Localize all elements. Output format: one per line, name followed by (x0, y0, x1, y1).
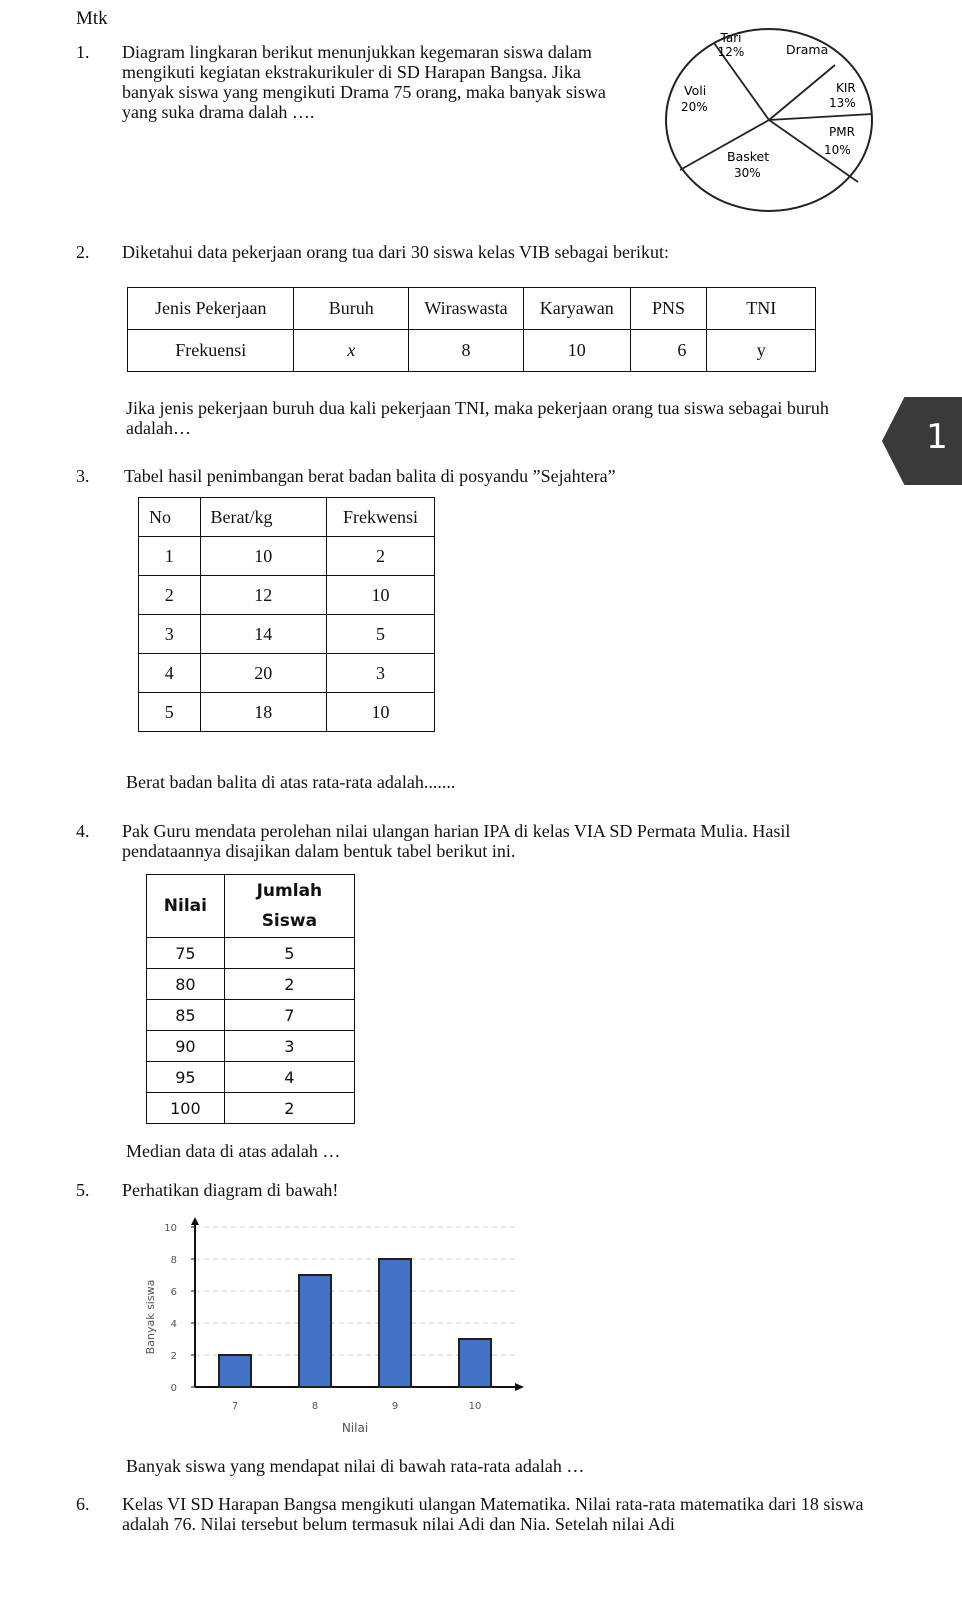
table-cell: 80 (147, 969, 225, 1000)
bar (219, 1355, 251, 1387)
pie-label-drama: Drama (786, 42, 829, 57)
weight-table (138, 497, 435, 732)
occupation-table (127, 287, 816, 372)
pie-value-pmr: 10% (824, 143, 851, 157)
question-number: 6. (76, 1494, 90, 1514)
table-header-cell: Frekwensi (327, 498, 435, 537)
question-4-prompt: Median data di atas adalah … (126, 1141, 341, 1161)
question-text: Diketahui data pekerjaan orang tua dari 30 siswa kelas VIB sebagai berikut: (122, 242, 669, 262)
table-cell: 18 (200, 693, 327, 732)
table-cell: 10 (523, 330, 630, 372)
table-row (139, 654, 435, 693)
table-cell: 3 (327, 654, 435, 693)
question-text: Kelas VI SD Harapan Bangsa mengikuti ulangan Matematika. Nilai rata-rata matematika dari 18 siswa adalah 76. Nilai tersebut belum termasuk nilai Adi dan Nia. Setelah nilai Adi (122, 1494, 864, 1534)
page-number-badge (882, 397, 962, 485)
table-header-cell: Wiraswasta (409, 288, 524, 330)
table-cell: y (707, 330, 816, 372)
table-row (147, 938, 355, 969)
question-6 (76, 1494, 896, 1534)
table-header-row (147, 875, 355, 938)
table-header-cell: Berat/kg (200, 498, 327, 537)
question-2 (76, 242, 876, 262)
y-tick-label: 0 (170, 1383, 177, 1394)
y-axis-arrow (191, 1217, 199, 1225)
question-text: Diagram lingkaran berikut menunjukkan kegemaran siswa dalam mengikuti kegiatan ekstrakurikuler di SD Harapan Bangsa. Jika banyak siswa yang mengikuti Drama 75 orang, maka banyak siswa yang suka drama dalah …. (122, 42, 606, 122)
question-number: 4. (76, 821, 90, 841)
table-cell: 2 (224, 969, 354, 1000)
question-text: Pak Guru mendata perolehan nilai ulangan harian IPA di kelas VIA SD Permata Mulia. Hasil pendataannya disajikan dalam bentuk tabel berikut ini. (122, 821, 791, 861)
x-tick-label: 7 (231, 1401, 239, 1412)
question-1 (76, 42, 616, 122)
pie-label-kir: KIR (836, 81, 856, 95)
score-table (146, 874, 355, 1124)
pie-label-voli: Voli (684, 83, 707, 98)
pie-label-basket: Basket (727, 149, 770, 164)
table-cell: Frekuensi (128, 330, 294, 372)
table-cell: 3 (224, 1031, 354, 1062)
table-cell: 8 (409, 330, 524, 372)
pie-value-tari: 12% (717, 45, 745, 59)
table-cell: 1 (139, 537, 201, 576)
table-cell: 6 (630, 330, 707, 372)
question-5 (76, 1180, 876, 1200)
table-header-cell: Jenis Pekerjaan (128, 288, 294, 330)
table-header-cell: Jumlah Siswa (224, 875, 354, 938)
table-cell: 10 (200, 537, 327, 576)
y-tick-label: 4 (170, 1319, 177, 1330)
table-cell: x (294, 330, 409, 372)
table-cell: 5 (327, 615, 435, 654)
table-header-row (128, 288, 816, 330)
table-cell: 10 (327, 693, 435, 732)
table-row (147, 1031, 355, 1062)
table-cell: 4 (139, 654, 201, 693)
table-row (139, 693, 435, 732)
question-number: 3. (76, 466, 90, 486)
table-cell: 85 (147, 1000, 225, 1031)
table-header-row (139, 498, 435, 537)
table-cell: 4 (224, 1062, 354, 1093)
table-cell: 90 (147, 1031, 225, 1062)
table-cell: 75 (147, 938, 225, 969)
table-cell: 20 (200, 654, 327, 693)
table-row (128, 330, 816, 372)
question-5-prompt: Banyak siswa yang mendapat nilai di bawah rata-rata adalah … (126, 1456, 585, 1476)
table-cell: 14 (200, 615, 327, 654)
page-number: 1 (926, 417, 948, 457)
table-header-cell: TNI (707, 288, 816, 330)
bar-chart (140, 1215, 540, 1440)
table-header-cell: No (139, 498, 201, 537)
question-3-prompt: Berat badan balita di atas rata-rata adalah....... (126, 772, 456, 792)
table-cell: 3 (139, 615, 201, 654)
pie-value-basket: 30% (734, 166, 761, 180)
table-cell: 100 (147, 1093, 225, 1124)
table-row (147, 969, 355, 1000)
question-number: 2. (76, 242, 90, 262)
bar (379, 1259, 411, 1387)
table-cell: 5 (224, 938, 354, 969)
table-cell: 12 (200, 576, 327, 615)
table-cell: 7 (224, 1000, 354, 1031)
y-tick-label: 6 (170, 1287, 177, 1298)
table-header-cell: Nilai (147, 875, 225, 938)
question-number: 1. (76, 42, 90, 62)
x-axis-label: Nilai (341, 1421, 369, 1435)
table-row (147, 1000, 355, 1031)
y-tick-label: 8 (170, 1255, 177, 1266)
table-cell: 10 (327, 576, 435, 615)
table-row (139, 615, 435, 654)
x-tick-label: 8 (311, 1401, 319, 1412)
x-tick-label: 10 (468, 1401, 482, 1412)
table-header-cell: Karyawan (523, 288, 630, 330)
table-cell: 5 (139, 693, 201, 732)
pie-label-tari: Tari (720, 31, 742, 45)
pie-value-voli: 20% (681, 100, 708, 114)
y-axis-label: Banyak siswa (144, 1279, 157, 1355)
pie-chart (656, 18, 884, 220)
pie-label-pmr: PMR (829, 125, 855, 139)
table-row (139, 537, 435, 576)
question-number: 5. (76, 1180, 90, 1200)
x-tick-label: 9 (391, 1401, 399, 1412)
bar (459, 1339, 491, 1387)
table-cell: 2 (139, 576, 201, 615)
y-tick-label: 2 (170, 1351, 177, 1362)
x-axis-arrow (515, 1383, 524, 1391)
table-cell: 2 (224, 1093, 354, 1124)
table-row (147, 1062, 355, 1093)
question-2-prompt: Jika jenis pekerjaan buruh dua kali pekerjaan TNI, maka pekerjaan orang tua siswa sebagai buruh adalah… (126, 398, 829, 438)
table-cell: 2 (327, 537, 435, 576)
bar (299, 1275, 331, 1387)
question-text: Perhatikan diagram di bawah! (122, 1180, 339, 1200)
document-title: Mtk (76, 8, 108, 29)
table-header-cell: Buruh (294, 288, 409, 330)
table-row (139, 576, 435, 615)
question-text: Tabel hasil penimbangan berat badan balita di posyandu ”Sejahtera” (124, 466, 616, 486)
question-3 (76, 466, 876, 486)
pie-value-kir: 13% (829, 96, 856, 110)
table-cell: 95 (147, 1062, 225, 1093)
table-header-cell: PNS (630, 288, 707, 330)
y-tick-label: 10 (164, 1223, 177, 1234)
table-row (147, 1093, 355, 1124)
question-4 (76, 821, 876, 861)
